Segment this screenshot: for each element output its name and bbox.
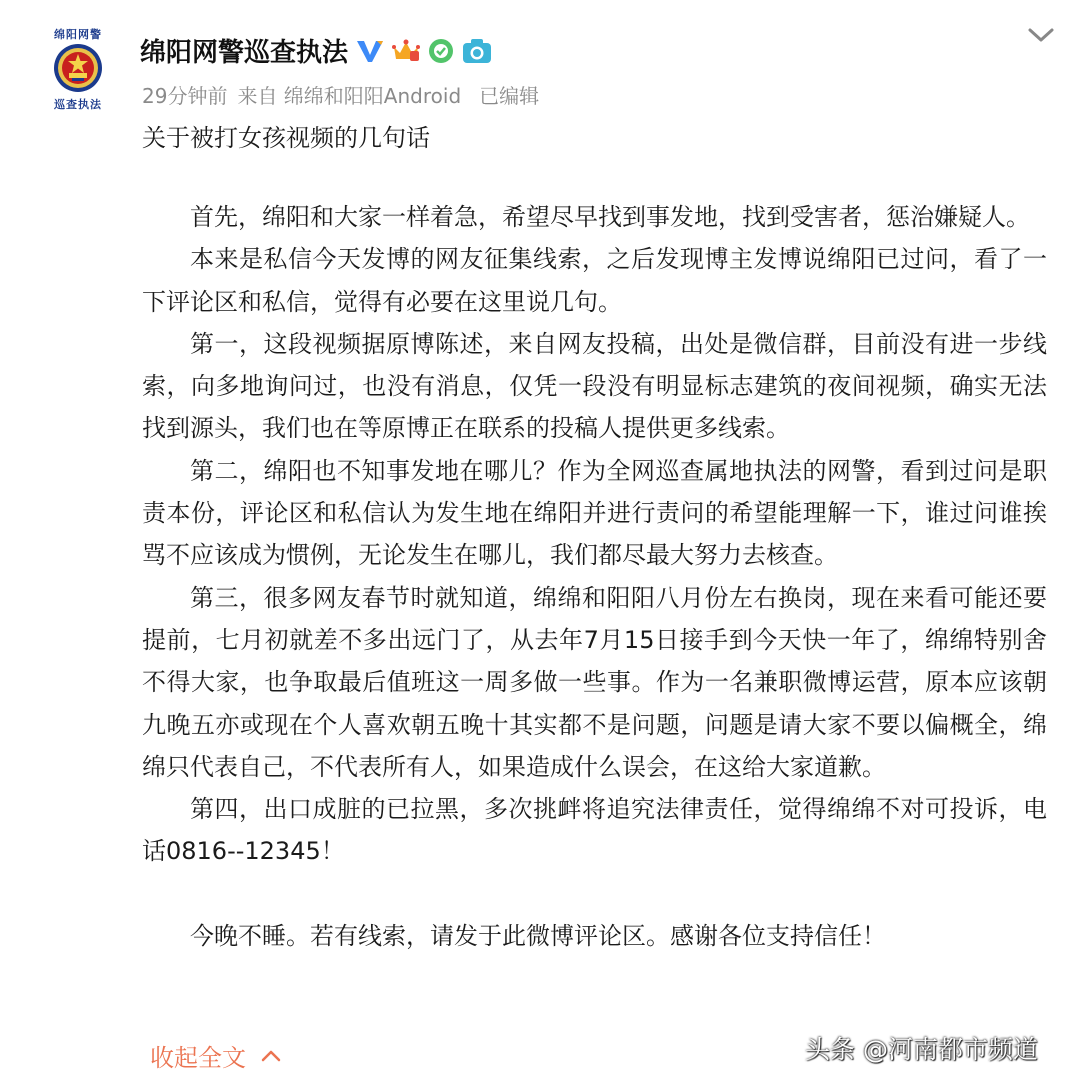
paragraph: 今晚不睡。若有线索，请发于此微博评论区。感谢各位支持信任！	[190, 921, 886, 950]
paragraph: 首先，绵阳和大家一样着急，希望尽早找到事发地，找到受害者，惩治嫌疑人。	[190, 203, 1030, 231]
avatar-text-bottom: 巡查执法	[54, 98, 102, 111]
crown-badge-icon[interactable]	[391, 37, 421, 65]
paragraph: 第一，这段视频据原博陈述，来自网友投稿，出处是微信群，目前没有进一步线索，向多地询问过，也没有消息，仅凭一段没有明显标志建筑的夜间视频，确实无法找到源头，我们也在等原博正在联系的投稿人提供更多线索。	[142, 329, 1047, 443]
username[interactable]: 绵阳网警巡查执法	[140, 38, 349, 68]
paragraph: 第四，出口成脏的已拉黑，多次挑衅将追究法律责任，觉得绵绵不对可投诉，电话0816--12345！	[142, 795, 1047, 866]
collapse-full-text-button[interactable]	[150, 1038, 282, 1073]
police-emblem-icon	[52, 42, 104, 94]
post-source[interactable]: 来自 绵绵和阳阳Android	[237, 84, 462, 108]
avatar-text-top: 绵阳网警	[54, 28, 102, 41]
paragraph: 第二，绵阳也不知事发地在哪儿？作为全网巡查属地执法的网警，看到过问是职责本份，评论区和私信认为发生地在绵阳并进行责问的希望能理解一下，谁过问谁挨骂不应该成为惯例，无论发生在哪儿，我们都尽最大努力去核查。	[142, 456, 1047, 570]
paragraph: 本来是私信今天发博的网友征集线索，之后发现博主发博说绵阳已过问，看了一下评论区和私信，觉得有必要在这里说几句。	[142, 245, 1047, 316]
chevron-up-icon	[260, 1048, 282, 1064]
post-title: 关于被打女孩视频的几句话	[142, 124, 430, 152]
post-header	[0, 0, 1080, 120]
paragraph: 第三，很多网友春节时就知道，绵绵和阳阳八月份左右换岗，现在来看可能还要提前，七月初就差不多出远门了，从去年7月15日接手到今天快一年了，绵绵特别舍不得大家，也争取最后值班这一周多做一些事。作为一名兼职微博运营，原本应该朝九晚五亦或现在个人喜欢朝五晚十其实都不是问题，问题是请大家不要以偏概全，绵绵只代表自己，不代表所有人，如果造成什么误会，在这给大家道歉。	[142, 583, 1047, 781]
avatar[interactable]	[40, 26, 116, 112]
post-time: 29分钟前	[142, 84, 228, 108]
post-meta	[142, 80, 549, 109]
watermark-text: 头条 @河南都市频道	[805, 1035, 1038, 1064]
edited-label[interactable]: 已编辑	[479, 84, 540, 108]
collapse-label: 收起全文	[150, 1044, 246, 1072]
post-body	[142, 196, 1047, 957]
camera-badge-icon[interactable]	[461, 37, 493, 65]
chevron-down-icon[interactable]	[1026, 24, 1056, 46]
green-check-badge-icon[interactable]	[427, 37, 455, 65]
badge-row	[355, 36, 493, 66]
verified-v-icon[interactable]	[355, 38, 385, 64]
